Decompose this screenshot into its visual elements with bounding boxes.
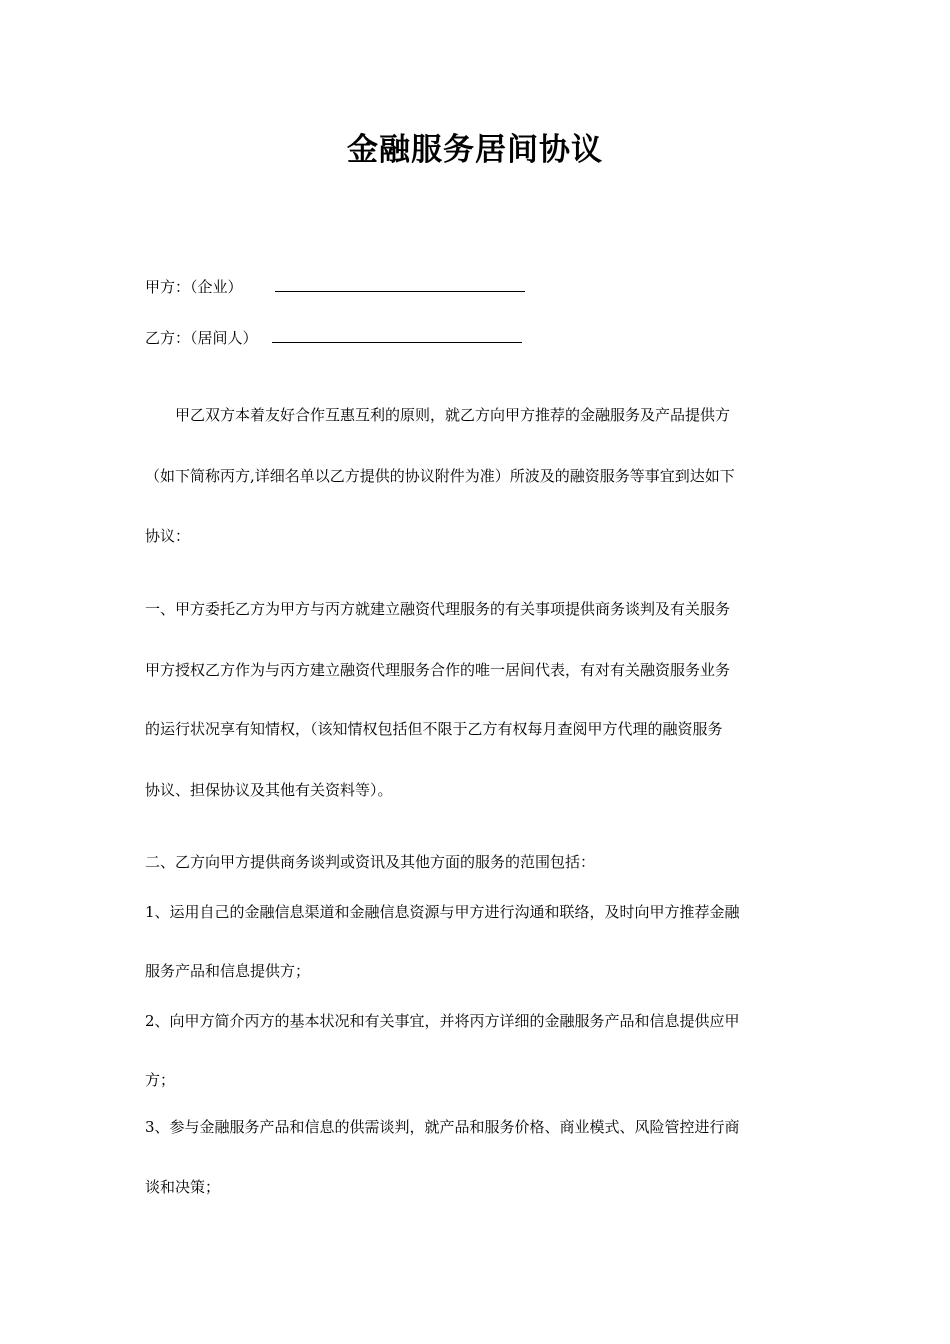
party-b-blank [272,328,522,343]
document-title: 金融服务居间协议 [347,132,603,168]
section-one-line: 甲方授权乙方作为与丙方建立融资代理服务合作的唯一居间代表，有对有关融资服务业务 [145,661,731,679]
section-one-line: 的运行状况享有知情权，（该知情权包括但不限于乙方有权每月查阅甲方代理的融资服务 [145,720,723,738]
party-a-line [145,276,810,298]
section-two-heading: 二、乙方向甲方提供商务谈判或资讯及其他方面的服务的范围包括： [145,853,596,871]
preamble-line: 协议： [145,527,191,545]
party-a-label: 甲方：（企业） [145,278,243,296]
section-one-line: 协议、担保协议及其他有关资料等）。 [145,781,393,799]
list-item-line: 服务产品和信息提供方； [145,962,311,980]
section-one-line: 一、甲方委托乙方为甲方与丙方就建立融资代理服务的有关事项提供商务谈判及有关服务 [145,600,731,618]
list-item-line: 1、运用自己的金融信息渠道和金融信息资源与甲方进行沟通和联络，及时向甲方推荐金融 [145,903,740,921]
preamble-line: 甲乙双方本着友好合作互惠互利的原则，就乙方向甲方推荐的金融服务及产品提供方 [145,406,731,424]
party-a-blank [275,277,525,292]
list-item-line: 方； [145,1071,176,1089]
list-item-line: 谈和决策； [145,1178,221,1196]
preamble-line: （如下简称丙方,详细名单以乙方提供的协议附件为准）所波及的融资服务等事宜到达如下 [145,467,735,485]
party-b-label: 乙方：（居间人） [145,329,258,347]
list-item-line: 3、参与金融服务产品和信息的供需谈判，就产品和服务价格、商业模式、风险管控进行商 [145,1118,740,1136]
party-b-line [145,327,810,349]
list-item-line: 2、向甲方简介丙方的基本状况和有关事宜，并将丙方详细的金融服务产品和信息提供应甲 [145,1012,740,1030]
